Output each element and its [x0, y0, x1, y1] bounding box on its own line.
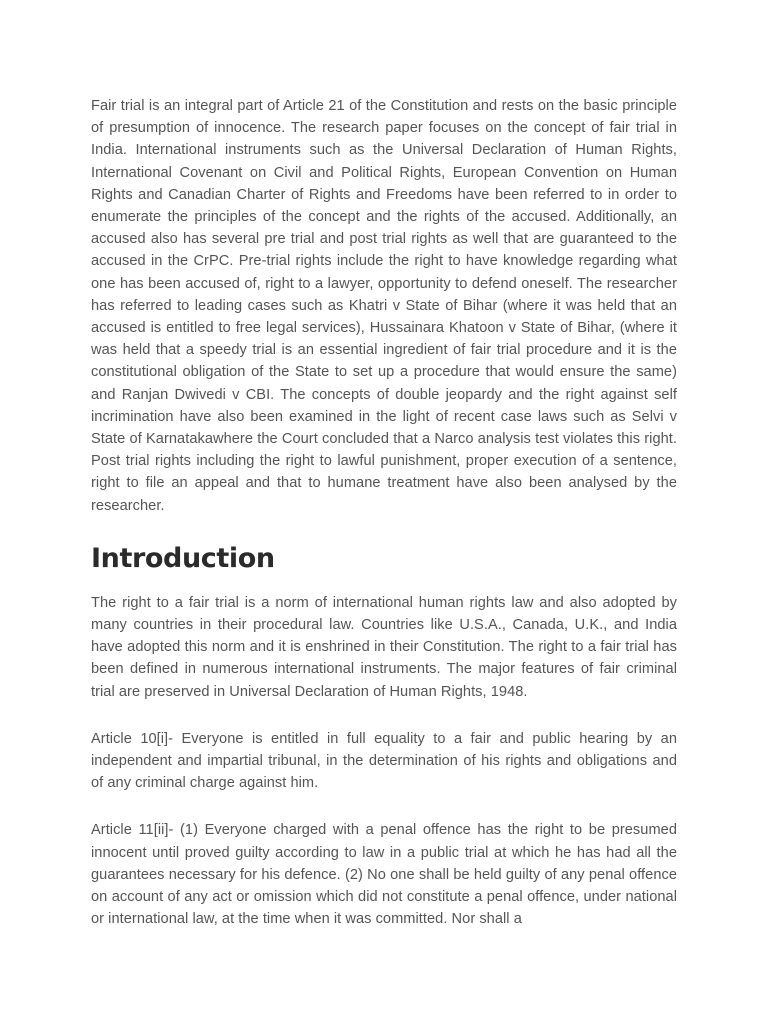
- document-body: [91, 95, 677, 931]
- abstract-paragraph: Fair trial is an integral part of Article 21 of the Constitution and rests on the basic principle of presumption of innocence. The research paper focuses on the concept of fair trial in India. International instruments such as the Universal Declaration of Human Rights, International Covenant on Civil and Political Rights, European Convention on Human Rights and Canadian Charter of Rights and Freedoms have been referred to in order to enumerate the principles of the concept and the rights of the accused. Additionally, an accused also has several pre trial and post trial rights as well that are guaranteed to the accused in the CrPC. Pre-trial rights include the right to have knowledge regarding what one has been accused of, right to a lawyer, opportunity to defend oneself. The researcher has referred to leading cases such as Khatri v State of Bihar (where it was held that an accused is entitled to free legal services), Hussainara Khatoon v State of Bihar, (where it was held that a speedy trial is an essential ingredient of fair trial procedure and it is the constitutional obligation of the State to set up a procedure that would ensure the same) and Ranjan Dwivedi v CBI. The concepts of double jeopardy and the right against self incrimination have also been examined in the light of recent case laws such as Selvi v State of Karnatakawhere the Court concluded that a Narco analysis test violates this right. Post trial rights including the right to lawful punishment, proper execution of a sentence, right to file an appeal and that to humane treatment have also been analysed by the researcher.: [91, 98, 677, 514]
- intro-paragraph-1: The right to a fair trial is a norm of international human rights law and also adopted by many countries in their procedural law. Countries like U.S.A., Canada, U.K., and India have adopted this norm and it is enshrined in their Constitution. The right to a fair trial has been defined in numerous international instruments. The major features of fair criminal trial are preserved in Universal Declaration of Human Rights, 1948.: [91, 594, 677, 700]
- article-10-paragraph: Article 10[i]- Everyone is entitled in full equality to a fair and public hearing by an independent and impartial tribunal, in the determination of his rights and obligations and of any criminal charge against him.: [91, 730, 677, 792]
- introduction-heading: Introduction: [91, 542, 275, 574]
- article-11-paragraph: Article 11[ii]- (1) Everyone charged with a penal offence has the right to be presumed innocent until proved guilty according to law in a public trial at which he has had all the guarantees necessary for his defence. (2) No one shall be held guilty of any penal offence on account of any act or omission which did not constitute a penal offence, under national or international law, at the time when it was committed. Nor shall a: [91, 822, 677, 928]
